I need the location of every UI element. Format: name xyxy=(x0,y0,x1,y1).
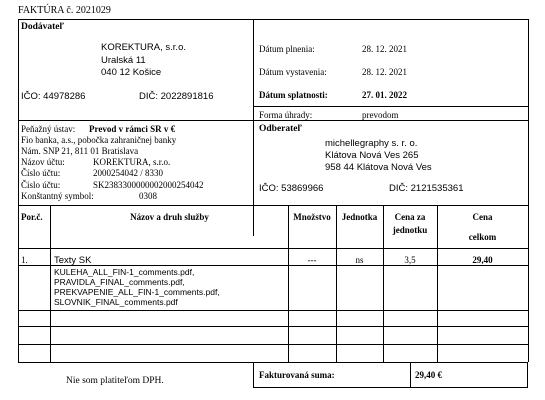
col-line-2 xyxy=(288,205,289,362)
bank-address: Nám. SNP 21, 811 01 Bratislava xyxy=(21,146,139,156)
frame-mid-divider xyxy=(253,19,254,236)
file-item: PREKVAPENIE_ALL_FIN-1_comments.pdf, xyxy=(54,287,220,297)
section-divider xyxy=(18,120,528,121)
row-unit: ns xyxy=(355,255,364,265)
header-unit-price-line1: Cena za xyxy=(394,212,426,222)
bank-name: Fio banka, a.s., pobočka zahraničnej banky xyxy=(21,135,177,145)
customer-city: 958 44 Klátova Nová Ves xyxy=(325,162,432,173)
account-number-value: 2000254042 / 8330 xyxy=(93,168,164,178)
bank-institution-value: Prevod v rámci SR v € xyxy=(89,124,176,134)
row-qty: --- xyxy=(307,255,317,265)
supplier-street: Uralská 11 xyxy=(101,55,146,66)
payment-method-value: prevodom xyxy=(362,110,399,120)
file-item: PRAVIDLA_FINAL_comments.pdf, xyxy=(54,277,185,287)
header-unit: Jednotka xyxy=(341,212,378,222)
supplier-ico: IČO: 44978286 xyxy=(21,91,86,102)
row-divider-4 xyxy=(18,344,528,345)
issue-date-label: Dátum vystavenia: xyxy=(259,67,327,77)
delivery-date-value: 28. 12. 2021 xyxy=(362,44,407,54)
row-divider-1 xyxy=(18,265,528,266)
file-item: KULEHA_ALL_FIN-1_comments.pdf, xyxy=(54,267,195,277)
dates-divider xyxy=(253,106,528,107)
customer-ico: IČO: 53869966 xyxy=(259,183,324,194)
invoice-title: FAKTÚRA č. 2021029 xyxy=(18,5,111,16)
customer-heading: Odberateľ xyxy=(259,124,302,134)
header-num: Por.č. xyxy=(21,212,43,222)
due-date-value: 27. 01. 2022 xyxy=(362,90,407,100)
row-total: 29,40 xyxy=(472,255,493,265)
header-unit-price-line2: jednotku xyxy=(392,225,428,235)
customer-dic: DIČ: 2121535361 xyxy=(389,183,464,194)
row-name: Texty SK xyxy=(54,255,92,266)
invoiced-total-divider xyxy=(410,362,411,388)
account-name-label: Názov účtu: xyxy=(21,157,65,167)
header-total-line1: Cena xyxy=(472,212,493,222)
col-line-5 xyxy=(437,205,438,362)
invoiced-total-label: Fakturovaná suma: xyxy=(259,370,335,380)
file-item: SLOVNIK_FINAL_comments.pdf xyxy=(54,297,178,307)
row-divider-3 xyxy=(18,326,528,327)
issue-date-value: 28. 12. 2021 xyxy=(362,67,407,77)
iban-value: SK2383300000002000254042 xyxy=(93,180,204,190)
header-qty: Množstvo xyxy=(293,212,331,222)
frame-right xyxy=(528,19,529,362)
iban-label: Číslo účtu: xyxy=(21,180,61,190)
customer-street: Klátova Nová Ves 265 xyxy=(325,150,419,161)
delivery-date-label: Dátum plnenia: xyxy=(259,44,315,54)
row-price: 3,5 xyxy=(404,255,416,265)
supplier-city: 040 12 Košice xyxy=(101,67,162,78)
header-name: Názov a druh služby xyxy=(130,212,209,222)
invoiced-total-value: 29,40 € xyxy=(415,370,442,380)
supplier-name: KOREKTURA, s.r.o. xyxy=(101,42,186,53)
account-name-value: KOREKTURA, s.r.o. xyxy=(93,157,171,167)
row-divider-2 xyxy=(18,310,528,311)
header-total-line2: celkom xyxy=(468,232,497,242)
table-header-divider xyxy=(18,248,528,249)
supplier-heading: Dodávateľ xyxy=(21,22,64,32)
constant-symbol-label: Konštantný symbol: xyxy=(21,191,94,201)
payment-method-label: Forma úhrady: xyxy=(259,110,313,120)
constant-symbol-value: 0308 xyxy=(139,191,157,201)
account-number-label: Číslo účtu: xyxy=(21,168,61,178)
row-num: 1. xyxy=(21,255,28,265)
bank-institution-label: Peňažný ústav: xyxy=(21,124,76,134)
frame-top xyxy=(18,19,528,20)
supplier-dic: DIČ: 2022891816 xyxy=(139,91,214,102)
vat-note: Nie som platiteľom DPH. xyxy=(66,376,164,386)
customer-name: michellegraphy s. r. o. xyxy=(325,138,418,149)
due-date-label: Dátum splatnosti: xyxy=(259,90,328,100)
table-top xyxy=(18,205,528,206)
col-line-3 xyxy=(336,205,337,362)
col-line-1 xyxy=(50,205,51,362)
